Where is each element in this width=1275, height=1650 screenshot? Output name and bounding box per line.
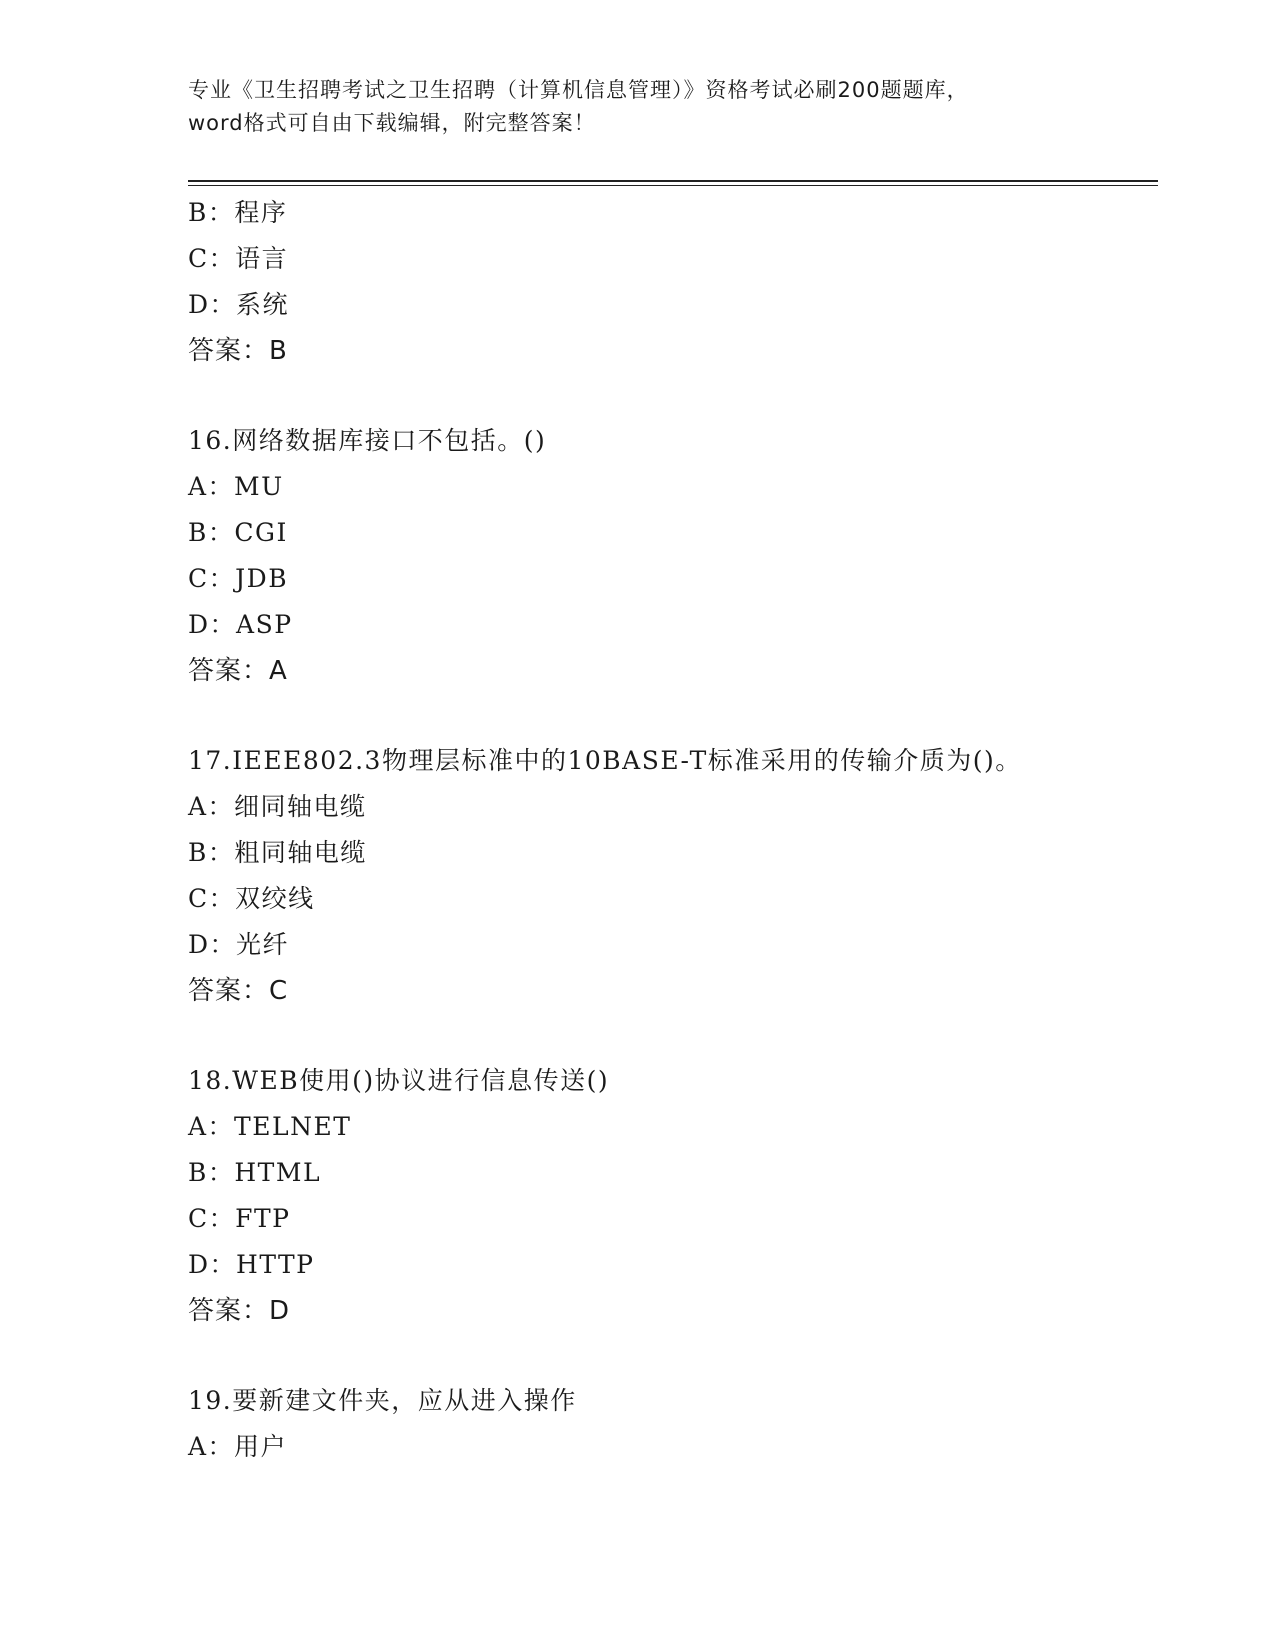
option-a: A：MU: [188, 472, 284, 501]
option-c: C：双绞线: [188, 884, 315, 913]
option-a: A：TELNET: [188, 1112, 352, 1141]
header-title-line-1: 专业《卫生招聘考试之卫生招聘（计算机信息管理）》资格考试必刷200题题库，: [188, 78, 969, 102]
option-b: B：HTML: [188, 1158, 322, 1187]
option-d: D：ASP: [188, 610, 293, 639]
header-title-line-2: word格式可自由下载编辑，附完整答案！: [188, 111, 596, 135]
question-text: 19.要新建文件夹，应从进入操作: [188, 1386, 577, 1415]
question-19: [188, 1378, 1158, 1470]
question-16: [188, 418, 1158, 694]
option-c: C：FTP: [188, 1204, 291, 1233]
answer-line: 答案：A: [188, 656, 288, 686]
option-b: B：粗同轴电缆: [188, 838, 367, 867]
option-d: D：HTTP: [188, 1250, 315, 1279]
option-a: A：用户: [188, 1432, 288, 1461]
question-gap: [188, 374, 1158, 418]
option-d: D：系统: [188, 290, 290, 319]
answer-line: 答案：B: [188, 336, 288, 366]
document-header: [188, 74, 1088, 140]
question-17: [188, 738, 1158, 1014]
answer-line: 答案：C: [188, 976, 289, 1006]
answer-line: 答案：D: [188, 1296, 291, 1326]
question-text: 16.网络数据库接口不包括。(): [188, 426, 547, 455]
option-d: D：光纤: [188, 930, 290, 959]
question-18: [188, 1058, 1158, 1334]
question-list: [188, 190, 1158, 1470]
question-text: 17.IEEE802.3物理层标准中的10BASE-T标准采用的传输介质为()。: [188, 746, 1022, 775]
option-c: C：JDB: [188, 564, 289, 593]
question-gap: [188, 1334, 1158, 1378]
option-b: B：程序: [188, 198, 288, 227]
header-rule-thin: [188, 185, 1158, 186]
question-15-partial: [188, 190, 1158, 374]
option-c: C：语言: [188, 244, 289, 273]
question-text: 18.WEB使用()协议进行信息传送(): [188, 1066, 610, 1095]
question-gap: [188, 1014, 1158, 1058]
option-a: A：细同轴电缆: [188, 792, 367, 821]
question-gap: [188, 694, 1158, 738]
header-rule-thick: [188, 180, 1158, 182]
option-b: B：CGI: [188, 518, 288, 547]
